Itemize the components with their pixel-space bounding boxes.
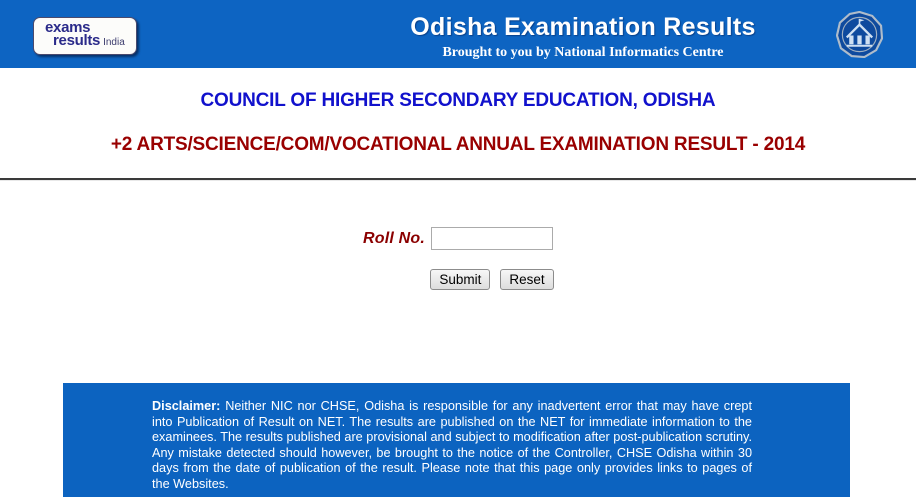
disclaimer-label: Disclaimer: [152,399,221,413]
logo-text-line2: results [53,32,101,49]
exam-result-heading: +2 ARTS/SCIENCE/COM/VOCATIONAL ANNUAL EXAMINATION RESULT - 2014 [110,134,806,155]
header-titles [250,0,916,61]
reset-button[interactable]: Reset [500,269,553,290]
disclaimer-text: Neither NIC nor CHSE, Odisha is responsible for any inadvertent error that may have crept into Publication of Result on NET. The results are published on the NET for immediate information to the examinees. The results published are provisional and subject to modification after post-publication scrutiny. Any mistake detected should however, be brought to the notice of the Controller, CHSE Odisha within 30 days from the date of publication of the result. Please note that this page only provides links to pages of the Websites. [152,399,752,491]
logo-text-line1: exams [45,19,91,36]
roll-search-form [0,227,916,290]
roll-no-input[interactable] [431,227,553,250]
nic-emblem-icon [836,11,883,58]
form-buttons [431,269,553,290]
exams-results-india-logo[interactable] [33,17,137,55]
council-heading: COUNCIL OF HIGHER SECONDARY EDUCATION, ODISHA [200,90,716,111]
page-subtitle: Brought to you by National Informatics Centre [442,45,724,60]
roll-no-label: Roll No. [362,229,426,247]
divider [0,178,916,181]
disclaimer-paragraph [152,399,752,493]
page-title: Odisha Examination Results [410,13,756,41]
logo-text-suffix: India [103,37,125,48]
submit-button[interactable]: Submit [430,269,490,290]
disclaimer-box [63,383,850,497]
header-bar [0,0,916,68]
